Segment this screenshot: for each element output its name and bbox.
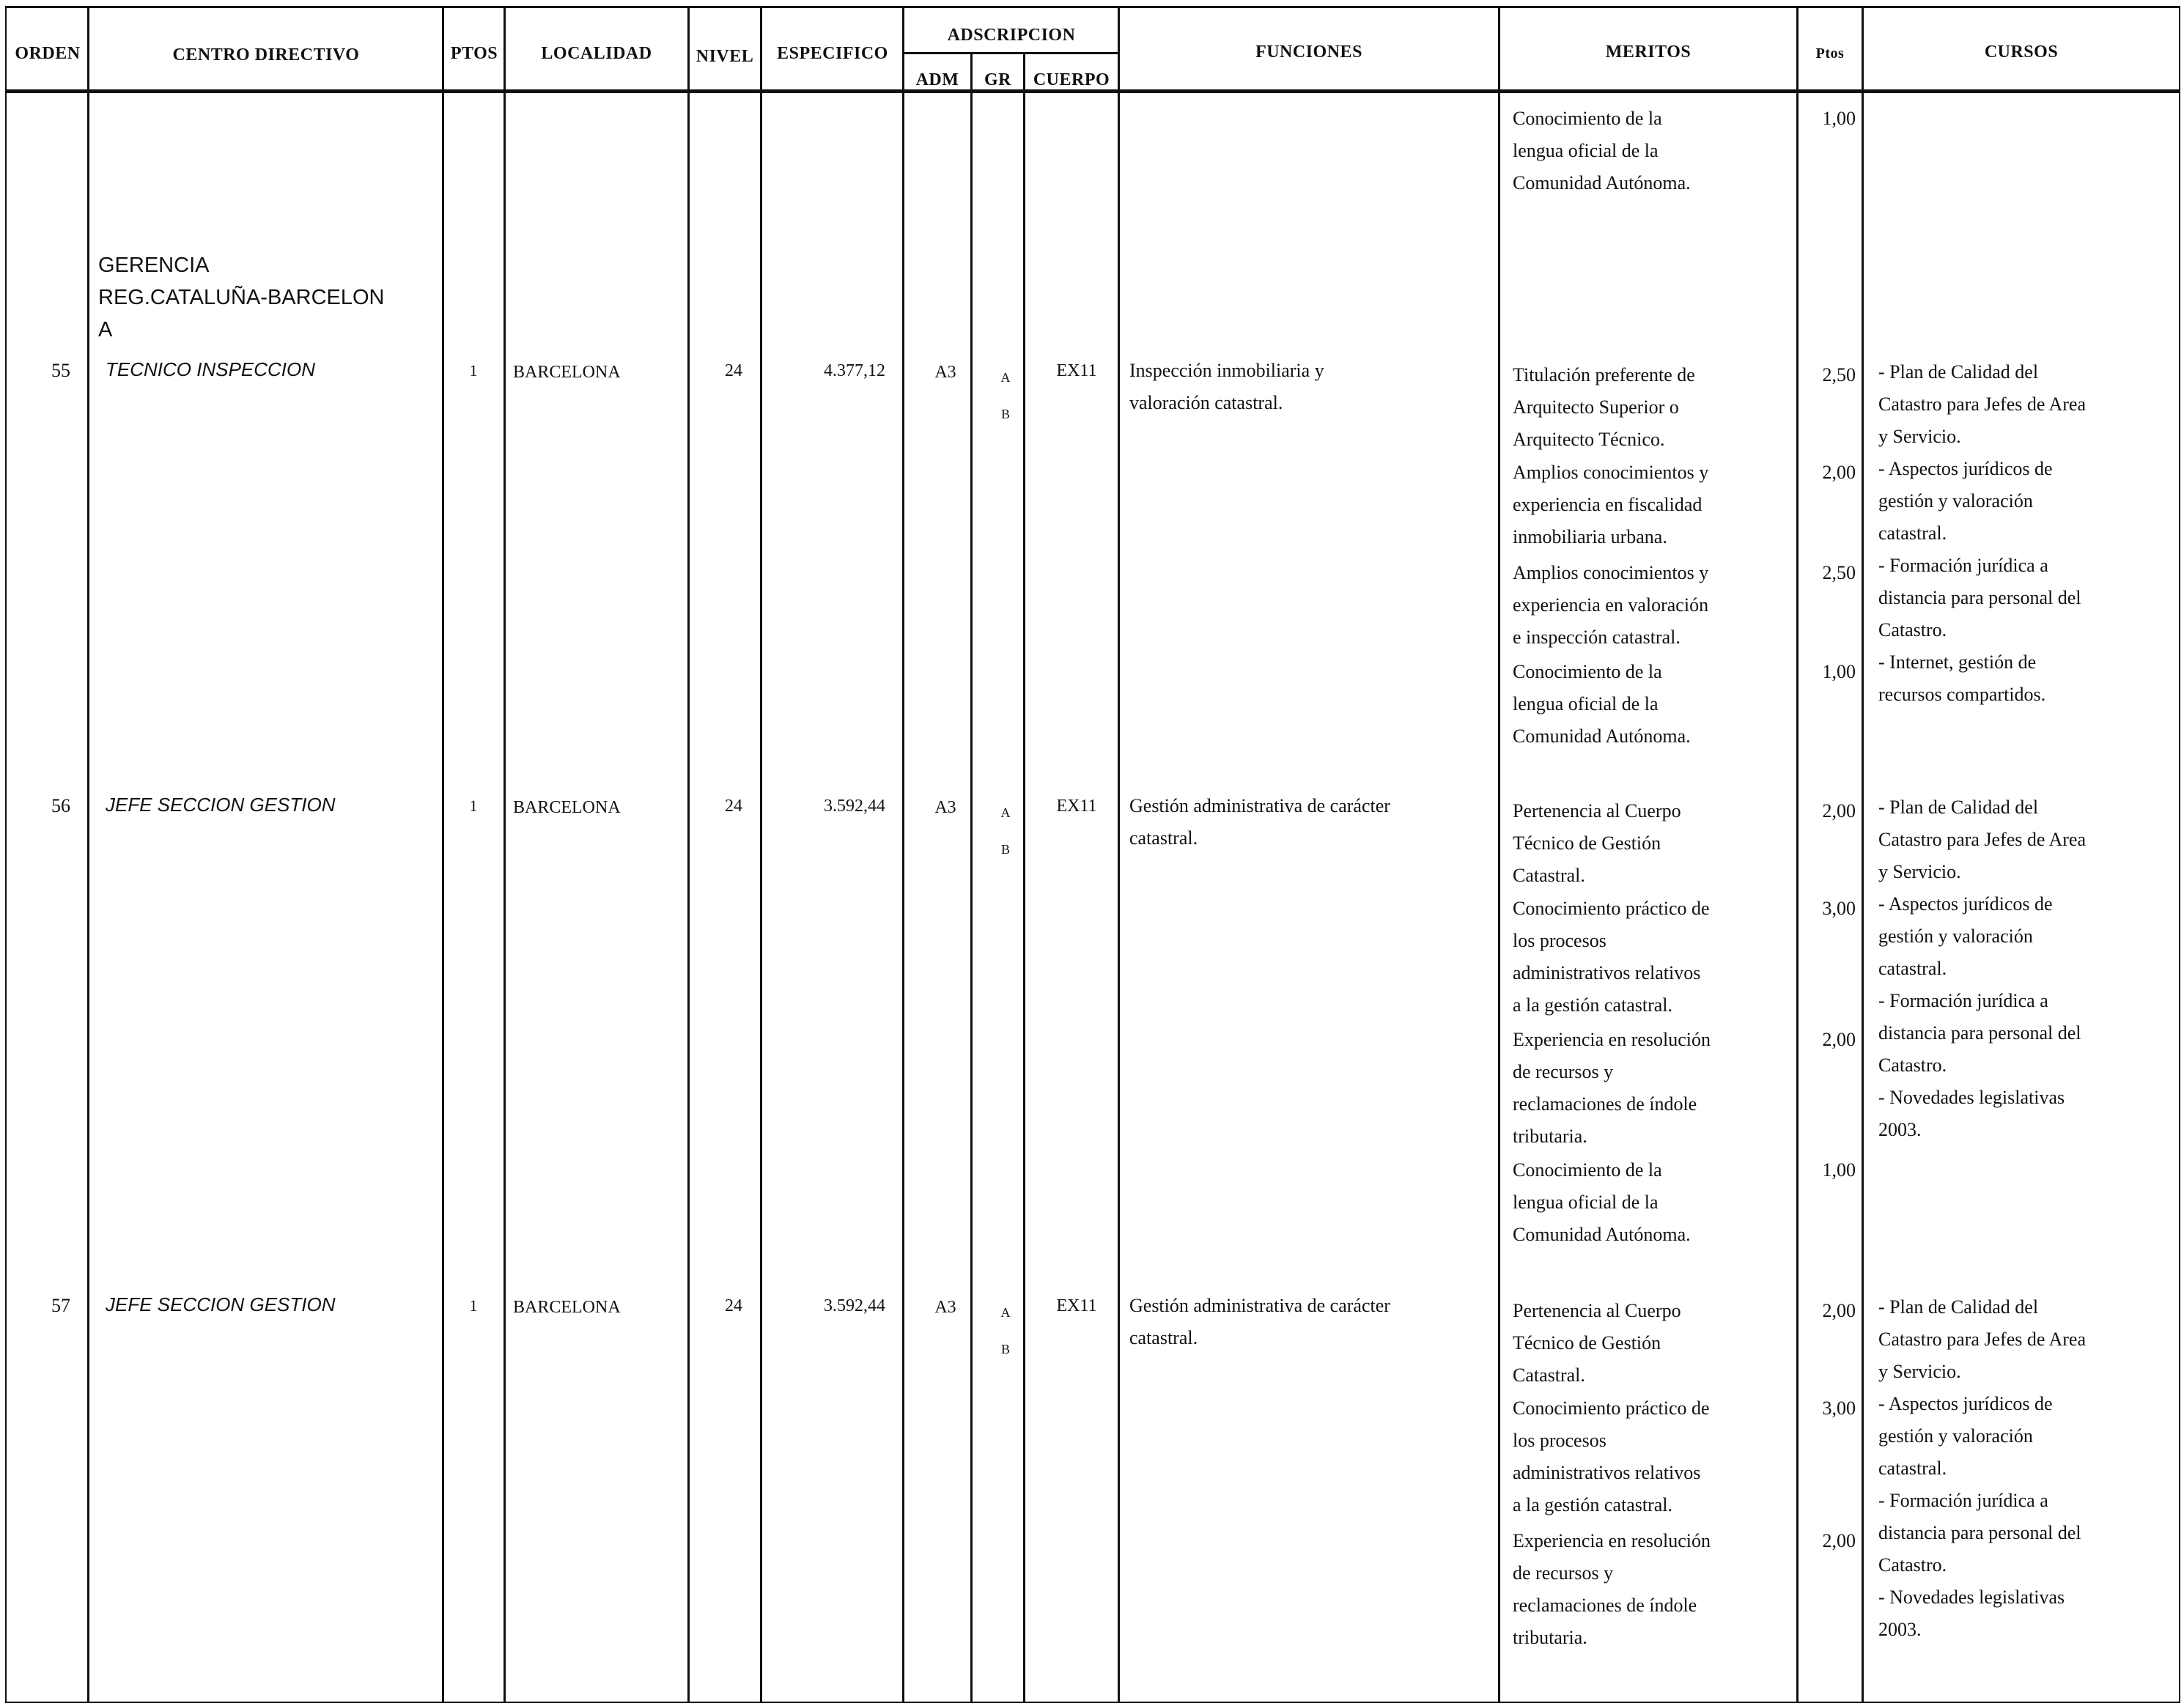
puesto-title: TECNICO INSPECCION <box>106 358 316 380</box>
funciones: Inspección inmobiliaria y valoración catastral. <box>1129 360 1324 413</box>
nivel: 24 <box>725 797 742 816</box>
merito-text: Pertenencia al Cuerpo Técnico de Gestión Catastral. <box>1513 800 1681 886</box>
cursos-list: - Plan de Calidad del Catastro para Jefes de Area y Servicio. - Aspectos jurídicos de gestión y valoración catastral. - Formación jurídica a distancia para personal del Catastro. - Novedades legislativas 2003. <box>1878 1296 2086 1640</box>
merito-points: 2,00 <box>1822 1300 1856 1321</box>
cursos-list: - Plan de Calidad del Catastro para Jefes de Area y Servicio. - Aspectos jurídicos de gestión y valoración catastral. - Formación jurídica a distancia para personal del Catastro. - Novedades legislativas 2003. <box>1878 797 2086 1140</box>
puesto-title: JEFE SECCION GESTION <box>106 1293 336 1315</box>
localidad: BARCELONA <box>513 1298 621 1317</box>
table-top-border <box>6 6 2180 8</box>
group-title-centro-directivo: GERENCIA REG.CATALUÑA-BARCELON A <box>98 254 385 341</box>
puesto-ptos: 1 <box>469 361 478 380</box>
column-line <box>760 6 762 1703</box>
column-line <box>1796 6 1799 1703</box>
merito-text: Pertenencia al Cuerpo Técnico de Gestión Catastral. <box>1513 1300 1681 1386</box>
cursos-list: - Plan de Calidad del Catastro para Jefes de Area y Servicio. - Aspectos jurídicos de gestión y valoración catastral. - Formación jurídica a distancia para personal del Catastro. - Internet, gestión de recursos compartidos. <box>1878 361 2086 705</box>
cuerpo: EX11 <box>1056 361 1097 380</box>
header-adscripcion: ADSCRIPCION <box>947 26 1076 45</box>
especifico: 4.377,12 <box>824 361 885 380</box>
merito-points: 2,00 <box>1822 1029 1856 1050</box>
adm: A3 <box>934 798 956 817</box>
grupo: A B <box>1000 370 1011 421</box>
merito-points: 2,00 <box>1822 1530 1856 1551</box>
merito-text: Amplios conocimientos y experiencia en fiscalidad inmobiliaria urbana. <box>1513 462 1709 547</box>
column-line <box>1023 53 1025 1703</box>
header-cursos: CURSOS <box>1984 43 2059 62</box>
merito-points: 2,50 <box>1822 364 1856 385</box>
merito-text: Conocimiento de la lengua oficial de la Comunidad Autónoma. <box>1513 1159 1691 1245</box>
column-line <box>1862 6 1864 1703</box>
header-cuerpo: CUERPO <box>1033 70 1110 89</box>
header-especifico: ESPECIFICO <box>777 44 888 63</box>
merito-text: Experiencia en resolución de recursos y reclamaciones de índole tributaria. <box>1513 1530 1711 1648</box>
merito-points: 3,00 <box>1822 1397 1856 1419</box>
orden-number: 55 <box>51 360 70 381</box>
header-orden: ORDEN <box>15 44 81 63</box>
header-centro-directivo: CENTRO DIRECTIVO <box>172 45 360 64</box>
grupo: A B <box>1000 1305 1011 1356</box>
merito-text: Amplios conocimientos y experiencia en valoración e inspección catastral. <box>1513 562 1709 648</box>
grupo: A B <box>1000 805 1011 857</box>
header-ptos-meritos: Ptos <box>1815 45 1845 62</box>
merito-text: Conocimiento de la lengua oficial de la Comunidad Autónoma. <box>1513 108 1691 193</box>
column-line <box>5 6 7 1703</box>
localidad: BARCELONA <box>513 363 621 382</box>
column-line <box>970 53 973 1703</box>
localidad: BARCELONA <box>513 798 621 817</box>
table-bottom-border <box>6 1702 2180 1703</box>
header-adm: ADM <box>915 70 959 89</box>
merito-points: 2,00 <box>1822 800 1856 821</box>
column-line <box>1498 6 1500 1703</box>
especifico: 3.592,44 <box>824 797 885 816</box>
orden-number: 57 <box>51 1295 70 1316</box>
adscripcion-divider <box>903 52 1118 54</box>
column-line <box>2179 6 2180 1703</box>
merito-text: Experiencia en resolución de recursos y reclamaciones de índole tributaria. <box>1513 1029 1711 1147</box>
puesto-title: JEFE SECCION GESTION <box>106 794 336 816</box>
funciones: Gestión administrativa de carácter catastral. <box>1129 795 1390 849</box>
especifico: 3.592,44 <box>824 1296 885 1315</box>
column-line <box>442 6 444 1703</box>
merito-points: 1,00 <box>1822 661 1856 682</box>
adm: A3 <box>934 363 956 382</box>
nivel: 24 <box>725 1296 742 1315</box>
column-line <box>503 6 506 1703</box>
header-gr: GR <box>984 70 1011 89</box>
merito-points: 1,00 <box>1822 108 1856 129</box>
column-line <box>87 6 89 1703</box>
header-funciones: FUNCIONES <box>1255 43 1362 62</box>
puesto-ptos: 1 <box>469 1296 478 1315</box>
merito-points: 3,00 <box>1822 898 1856 919</box>
header-ptos: PTOS <box>450 44 498 63</box>
nivel: 24 <box>725 361 742 380</box>
funciones: Gestión administrativa de carácter catastral. <box>1129 1295 1390 1348</box>
cuerpo: EX11 <box>1056 797 1097 816</box>
adm: A3 <box>934 1298 956 1317</box>
orden-number: 56 <box>51 795 70 816</box>
merito-text: Conocimiento de la lengua oficial de la Comunidad Autónoma. <box>1513 661 1691 747</box>
merito-text: Titulación preferente de Arquitecto Superior o Arquitecto Técnico. <box>1513 364 1695 450</box>
cuerpo: EX11 <box>1056 1296 1097 1315</box>
merito-text: Conocimiento práctico de los procesos administrativos relativos a la gestión catastral. <box>1513 1397 1710 1515</box>
merito-text: Conocimiento práctico de los procesos administrativos relativos a la gestión catastral. <box>1513 898 1710 1016</box>
header-localidad: LOCALIDAD <box>541 44 652 63</box>
merito-points: 2,00 <box>1822 462 1856 483</box>
puesto-ptos: 1 <box>469 797 478 815</box>
column-line <box>687 6 690 1703</box>
header-meritos: MERITOS <box>1605 43 1692 62</box>
header-nivel: NIVEL <box>696 47 754 66</box>
column-line <box>1118 6 1120 1703</box>
merito-points: 1,00 <box>1822 1159 1856 1181</box>
column-line <box>902 6 904 1703</box>
merito-points: 2,50 <box>1822 562 1856 583</box>
